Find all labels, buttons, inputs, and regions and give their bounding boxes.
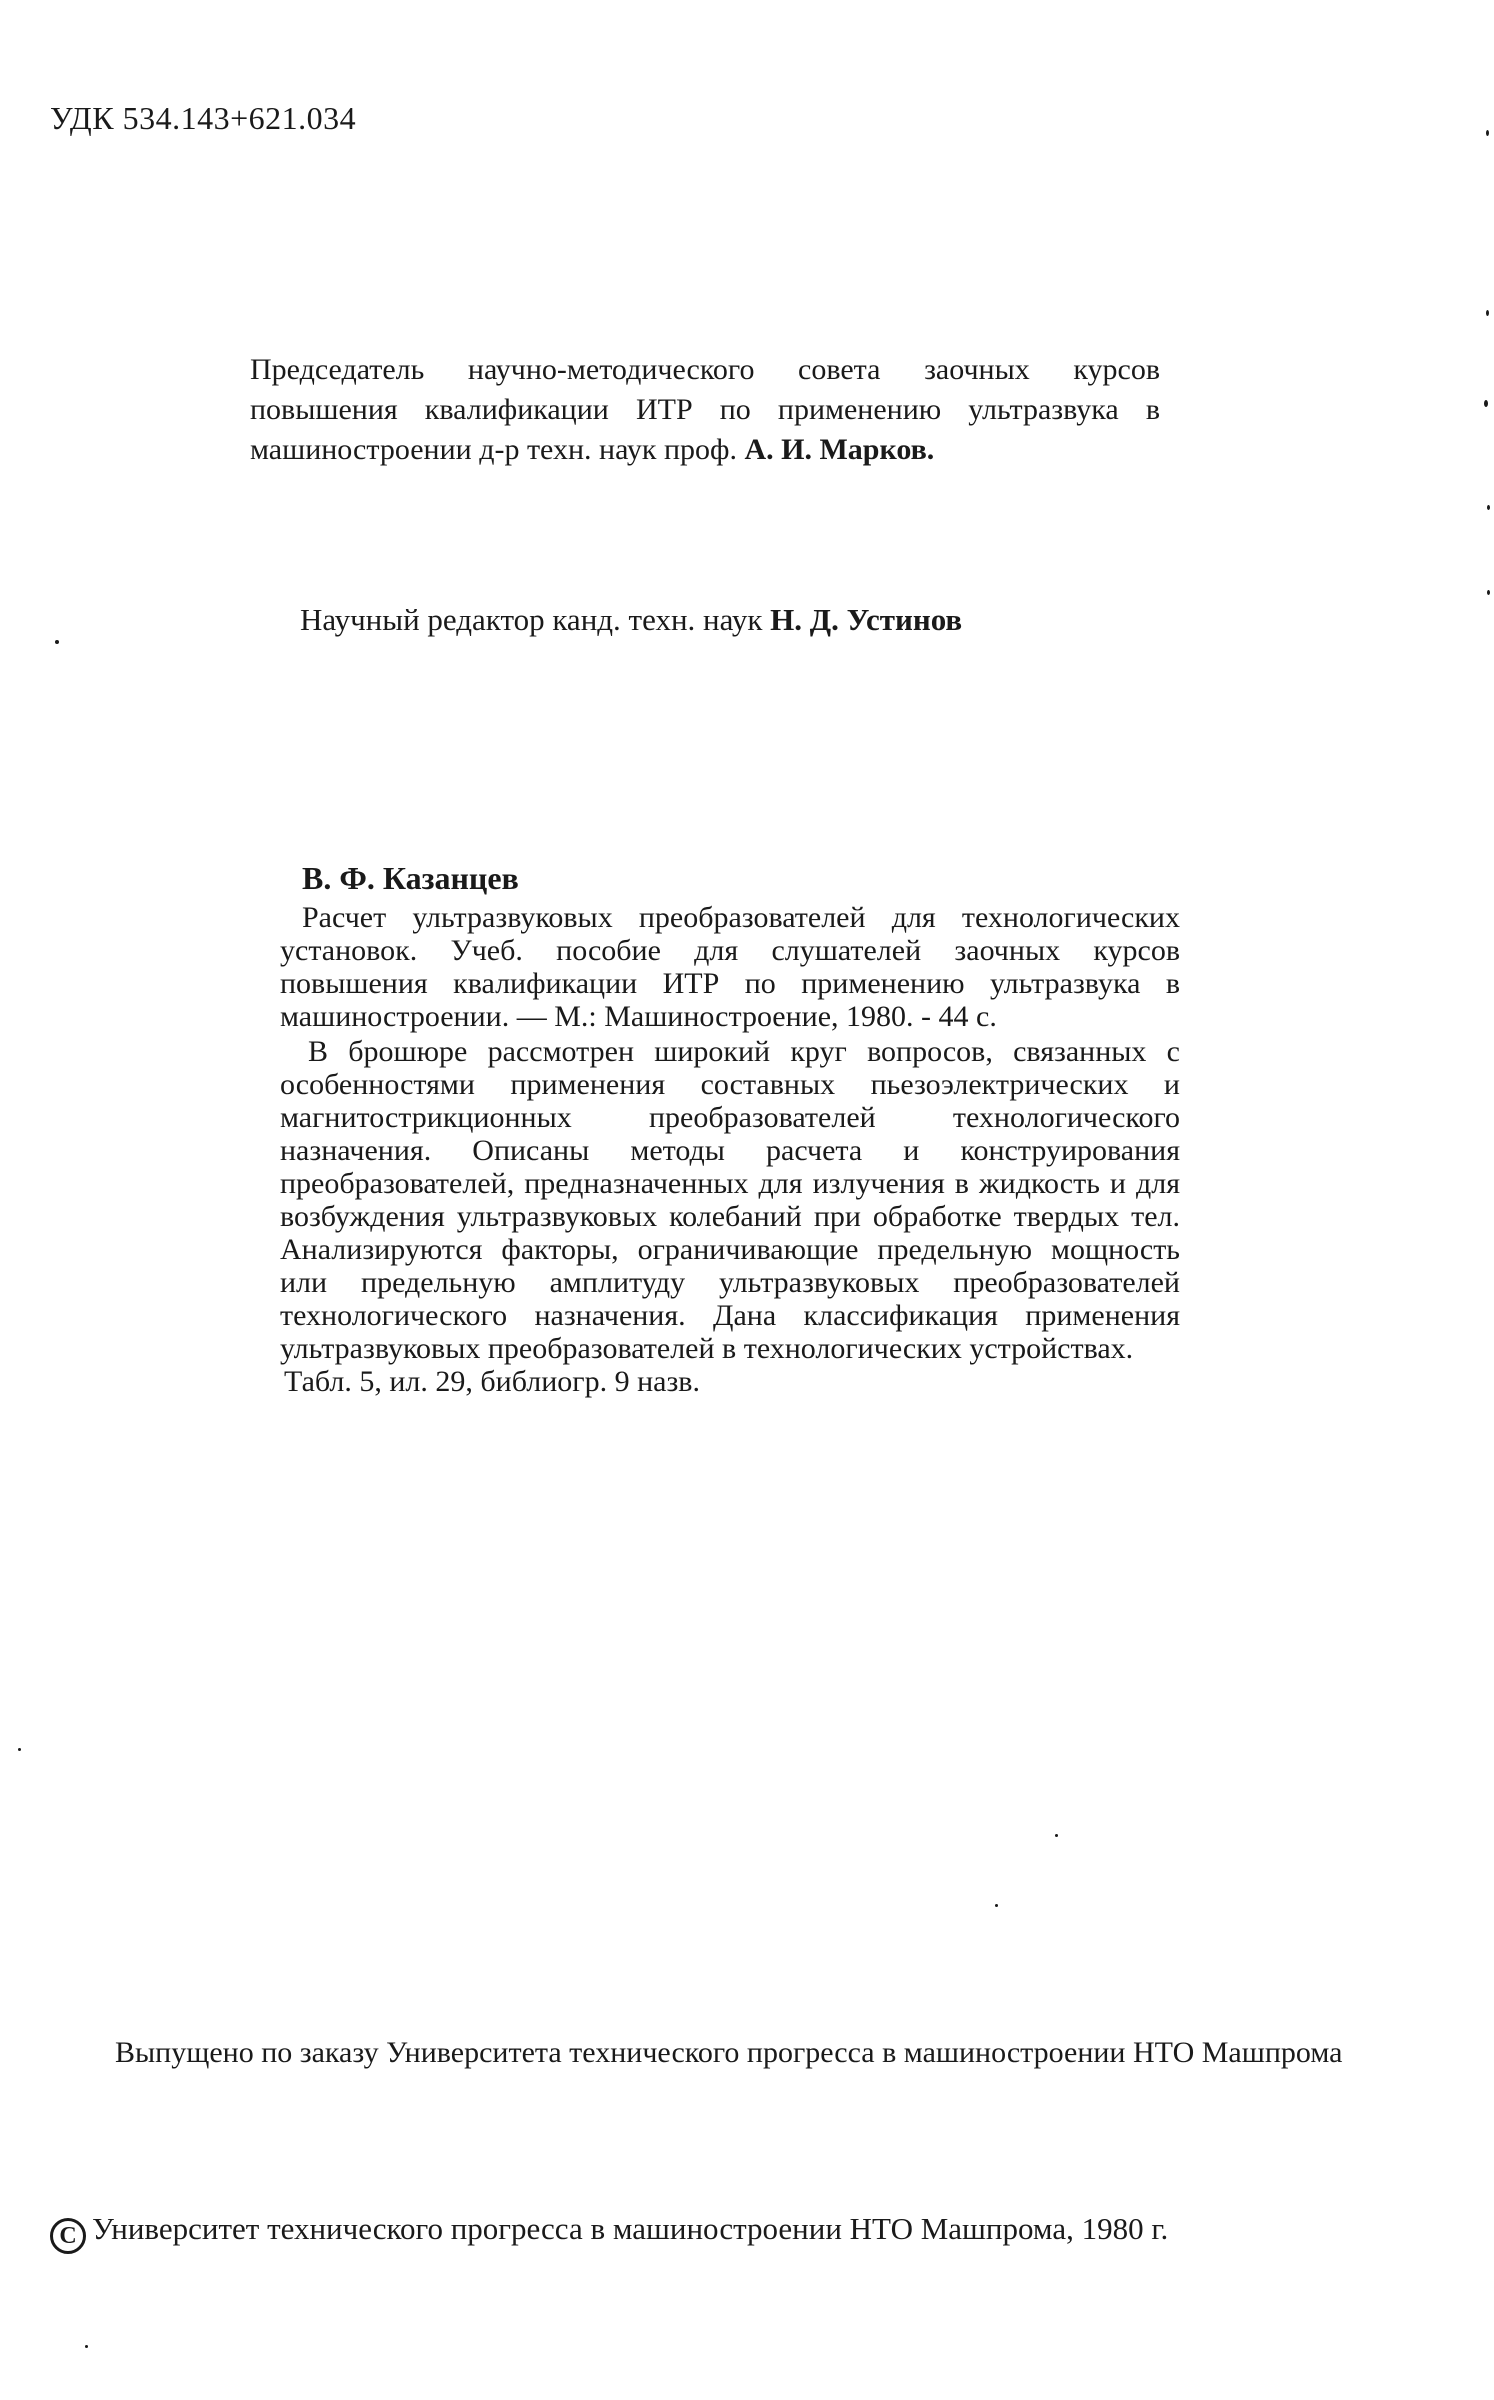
council-chair: [250, 350, 1160, 470]
annotation-card: [280, 862, 1180, 1398]
copyright-text: Университет технического прогресса в машиностроении НТО Машпрома, 1980 г.: [92, 2211, 1169, 2246]
udk-code: УДК 534.143+621.034: [50, 100, 357, 136]
council-chair-text: Председатель научно-методического совета заочных курсов повышения квалификации ИТР по применению ультразвука в машиностроении д-р техн. наук проф.: [250, 353, 1160, 466]
scan-speck: [1486, 130, 1489, 136]
scan-speck: [18, 1748, 21, 1751]
annotation-author: В. Ф. Казанцев: [302, 860, 519, 896]
scan-speck: [1486, 310, 1489, 316]
scan-speck: [995, 1904, 998, 1907]
scan-speck: [85, 2345, 88, 2348]
scan-speck: [55, 640, 59, 644]
scientific-editor: [300, 602, 1170, 638]
annotation-abstract: В брошюре рассмотрен широкий круг вопросов, связанных с особенностями применения составных пьезоэлектрических и магнитострикционных преобразователей технологического назначения. Описаны методы расчета и конструирования преобразователей, предназначенных для излучения в жидкость и для возбуждения ультразвуковых колебаний при обработке твердых тел. Анализируются факторы, ограничивающие предельную мощность или предельную амплитуду ультразвуковых преобразователей технологического назначения. Дана классификация применения ультразвуковых преобразователей в технологических устройствах.: [280, 1035, 1180, 1365]
scientific-editor-name: Н. Д. Устинов: [770, 602, 963, 637]
council-chair-name: А. И. Марков.: [744, 433, 935, 466]
scan-speck: [1055, 1834, 1058, 1837]
annotation-citation: Расчет ультразвуковых преобразователей для технологических установок. Учеб. пособие для слушателей заочных курсов повышения квалификации ИТР по применению ультразвука в машиностроении. — М.: Машиностроение, 1980. - 44 с.: [280, 901, 1180, 1033]
scan-speck: [1487, 590, 1490, 595]
annotation-tables: Табл. 5, ил. 29, библиогр. 9 назв.: [284, 1365, 700, 1398]
copyright-icon: C: [50, 2218, 86, 2254]
copyright-line: [50, 2210, 1365, 2254]
scan-speck: [1487, 505, 1490, 510]
scientific-editor-text: Научный редактор канд. техн. наук: [300, 602, 763, 637]
scan-speck: [1484, 400, 1488, 407]
issued-note: Выпущено по заказу Университета технического прогресса в машиностроении НТО Машпрома: [115, 2036, 1343, 2069]
